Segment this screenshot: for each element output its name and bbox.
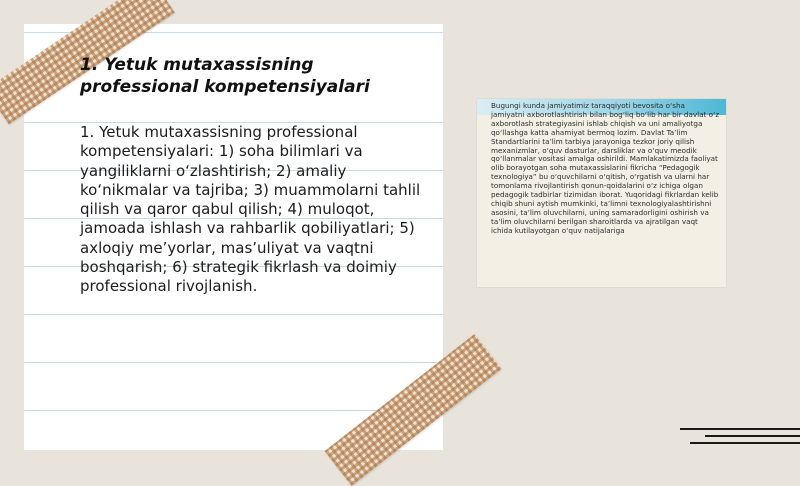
decorative-lines xyxy=(680,428,800,450)
decorative-line xyxy=(690,442,800,444)
slide-heading: 1. Yetuk mutaxassisning professional kompetensiyalari xyxy=(80,55,370,97)
decorative-line xyxy=(705,435,800,437)
slide-body-text: 1. Yetuk mutaxassisning professional kompetensiyalari: 1) soha bilimlari va yangiliklarni o‘zlashtirish; 2) amaliy ko‘nikmalar va tajriba; 3) muammolarni tahlil qilish va qaror qabul qilish; 4) muloqot, jamoada ishlash va rahbarlik qobiliyatlari; 5) axloqiy me’yorlar, mas’uliyat va vaqtni boshqarish; 6) strategik fikrlash va doimiy professional rivojlanish. xyxy=(80,123,421,296)
document-excerpt-image xyxy=(477,99,726,287)
document-excerpt-text: Bugungi kunda jamiyatimiz taraqqiyoti bevosita o‘sha jamiyatni axborotlashtirish bilan bog‘liq bo‘lib har bir davlat o‘z axborotlash strategiyasini ishlab chiqish va uni amaliyotga qo‘llashga katta ahamiyat bermoq lozim. Davlat Ta’lim Standartlarini ta’lim tarbiya jarayoniga tezkor joriy qilish mexanizmlar, o‘quv dasturlar, darsliklar va o‘quv meodik qo‘llanmalar vositasi amalga oshirildi. Mamlakatimizda faoliyat olib borayotgan soha mutaxassislarini fikricha “Pedagogik texnologiya” bu o‘quvchilarni o‘qitish, o‘rgatish va ularni har tomonlama rivojlantirish qonun-qoidalarini o‘z ichiga olgan pedagogik tadbirlar tizimidan iborat. Yuqoridagi fikrlardan kelib chiqib shuni aytish mumkinki, ta’limni texnologiyalashtirishni asosini, ta’lim oluvchilarni, uning samaradorligini oshirish va ta’lim oluvchilarni berilgan sharoitlarda va ajratilgan vaqt ichida kutilayotgan o‘quv natijalariga xyxy=(491,101,720,235)
decorative-line xyxy=(680,428,800,430)
